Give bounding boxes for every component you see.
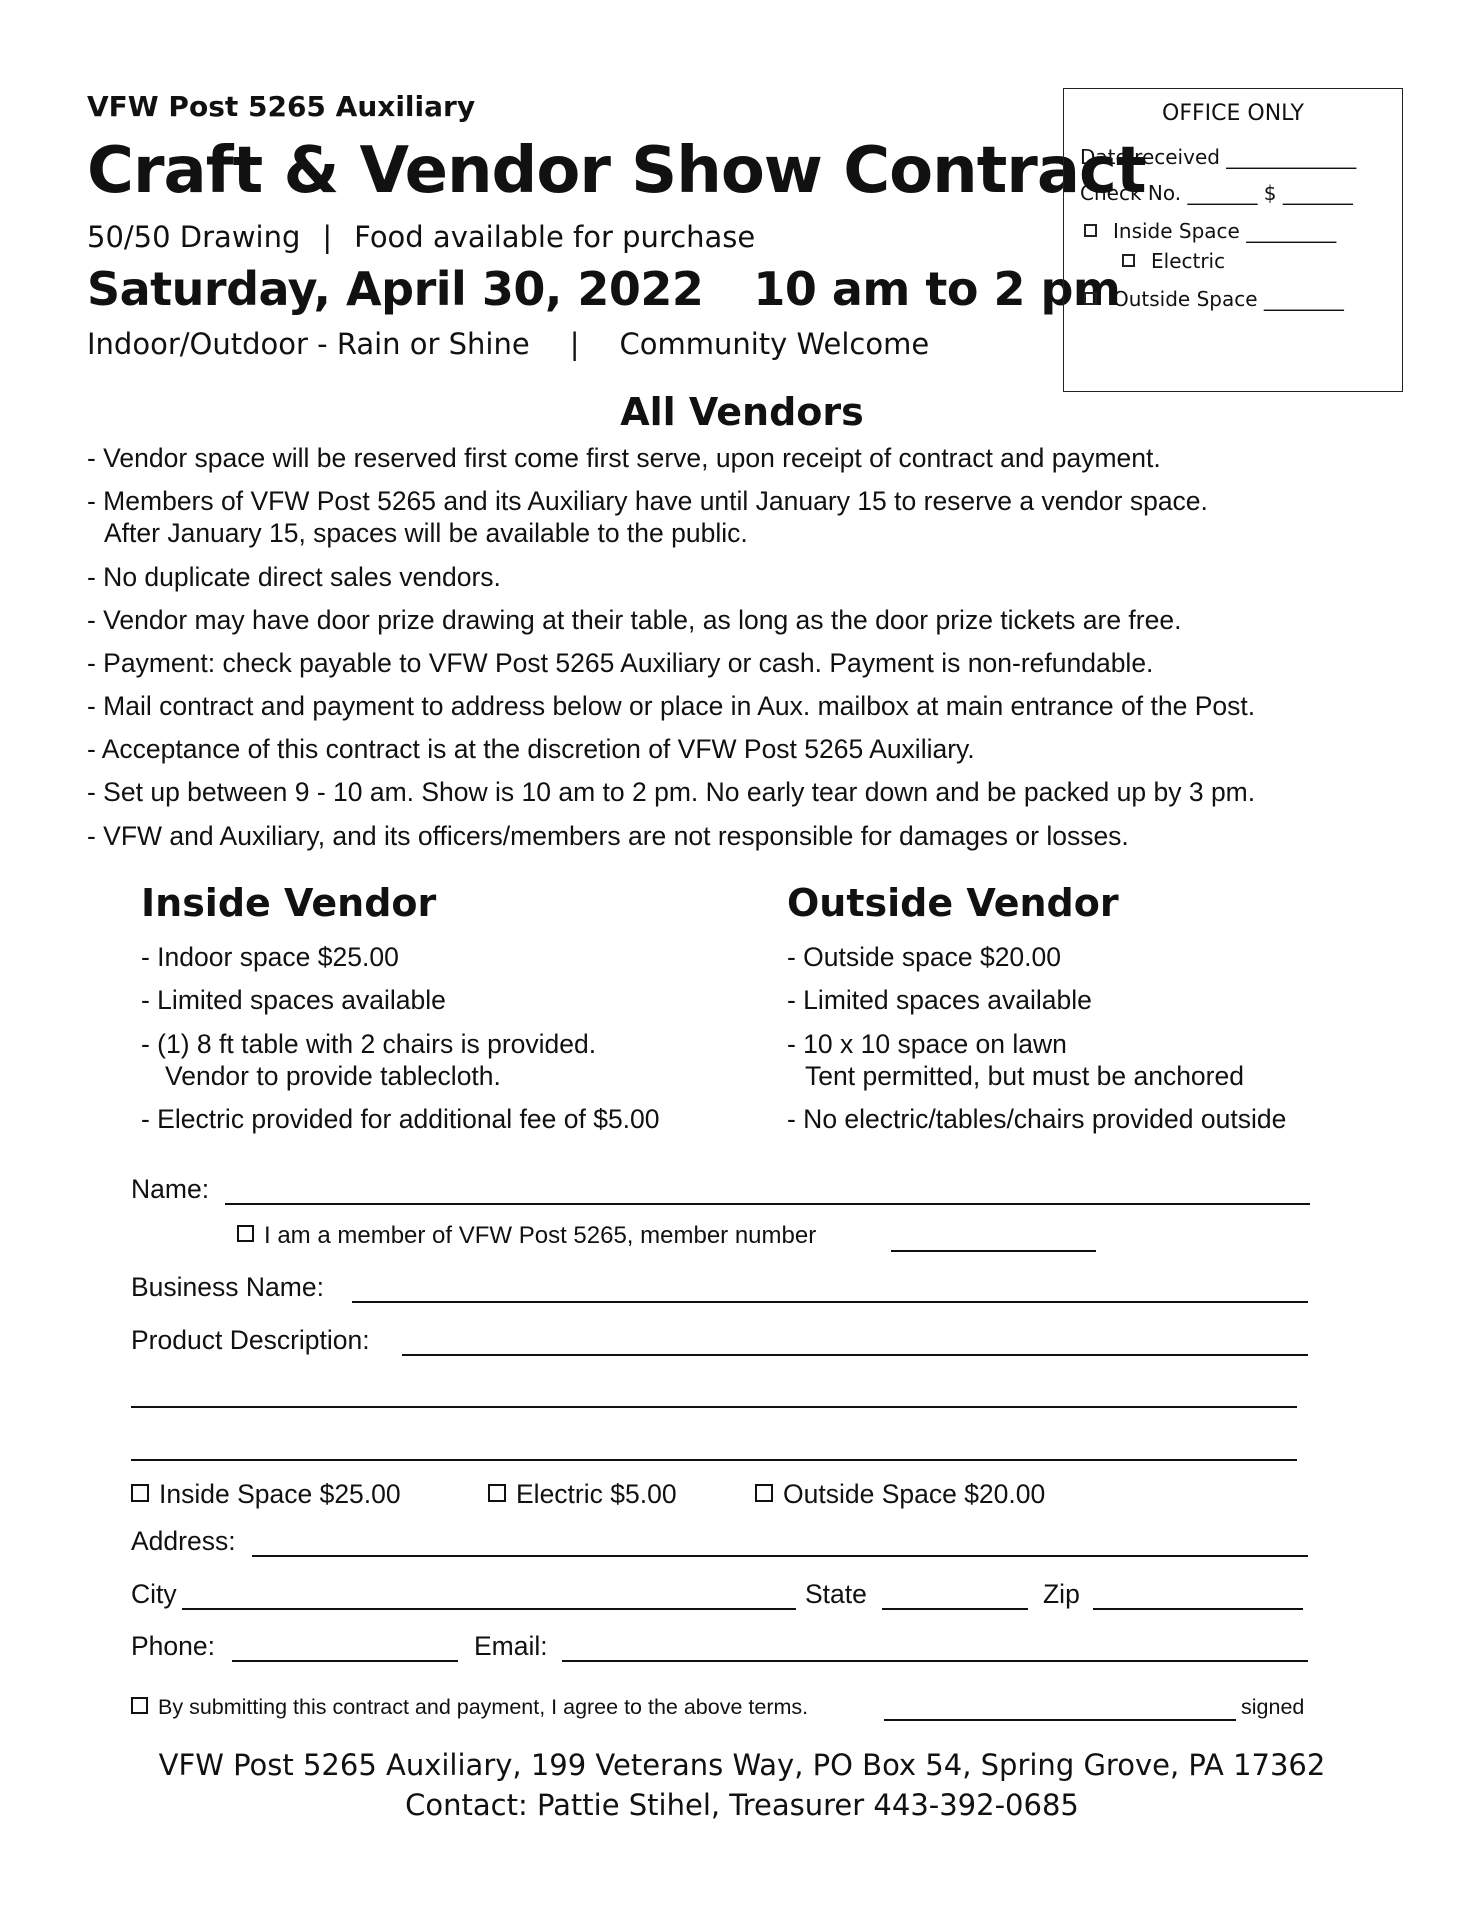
email-input[interactable] [562,1660,1308,1662]
member-option[interactable]: I am a member of VFW Post 5265, member number [237,1222,816,1250]
city-input[interactable] [182,1608,796,1610]
inside-space-option[interactable]: Inside Space $25.00 [131,1479,401,1510]
inside-vendor-heading: Inside Vendor [141,881,437,925]
rule-item: - No duplicate direct sales vendors. [87,562,501,592]
address-input[interactable] [252,1555,1308,1557]
outside-vendor-item: - No electric/tables/chairs provided outside [787,1104,1287,1134]
office-electric[interactable]: Electric [1122,249,1225,273]
rule-item: - Members of VFW Post 5265 and its Auxiliary have until January 15 to reserve a vendor space. [87,486,1208,516]
checkbox-icon[interactable] [131,1484,149,1502]
electric-option[interactable]: Electric $5.00 [488,1479,677,1510]
checkbox-icon[interactable] [131,1697,148,1714]
zip-label: Zip [1043,1579,1080,1609]
drawing-note: 50/50 Drawing [87,220,301,254]
signature-input[interactable] [884,1719,1236,1721]
event-time: 10 am to 2 pm [753,262,1121,316]
outside-vendor-item: - Limited spaces available [787,985,1092,1015]
footer-address: VFW Post 5265 Auxiliary, 199 Veterans Way, PO Box 54, Spring Grove, PA 17362 [158,1748,1326,1782]
venue-note: Indoor/Outdoor - Rain or Shine [87,327,530,361]
inside-vendor-item: Vendor to provide tablecloth. [165,1061,501,1091]
product-description-input[interactable] [402,1354,1308,1356]
rule-item: - Mail contract and payment to address below or place in Aux. mailbox at main entrance of the Post. [87,691,1256,721]
organization-name: VFW Post 5265 Auxiliary [87,90,476,123]
checkbox-icon[interactable] [1122,254,1135,267]
agreement-option[interactable]: By submitting this contract and payment, I agree to the above terms. [131,1695,808,1720]
product-description-label: Product Description: [131,1325,370,1355]
office-inside-space[interactable]: Inside Space _________ [1084,219,1336,243]
community-note: Community Welcome [619,327,930,361]
checkbox-icon[interactable] [488,1484,506,1502]
name-input[interactable] [225,1203,1310,1205]
checkbox-icon[interactable] [1084,224,1097,237]
outside-vendor-heading: Outside Vendor [787,881,1119,925]
business-name-label: Business Name: [131,1272,324,1302]
rule-item: - VFW and Auxiliary, and its officers/members are not responsible for damages or losses. [87,821,1129,851]
product-description-line-2[interactable] [131,1406,1297,1408]
outside-space-option[interactable]: Outside Space $20.00 [755,1479,1045,1510]
location-line [87,327,929,361]
checkbox-icon[interactable] [1084,292,1097,305]
outside-vendor-item: Tent permitted, but must be anchored [805,1061,1244,1091]
state-input[interactable] [882,1608,1028,1610]
page-title: Craft & Vendor Show Contract [87,134,1146,208]
event-date-line [87,262,1120,316]
separator: | [322,220,333,254]
rule-item: - Vendor space will be reserved first come first serve, upon receipt of contract and payment. [87,443,1161,473]
check-number-field[interactable]: Check No. _______ $ _______ [1080,181,1353,205]
footer-contact: Contact: Pattie Stihel, Treasurer 443-392-0685 [405,1788,1079,1822]
subtitle-line [87,220,755,254]
office-only-title: OFFICE ONLY [1162,101,1304,126]
address-label: Address: [131,1526,236,1556]
outside-vendor-item: - Outside space $20.00 [787,942,1062,972]
state-label: State [805,1579,867,1609]
rule-item: - Set up between 9 - 10 am. Show is 10 am to 2 pm. No early tear down and be packed up by 3 pm. [87,777,1256,807]
rule-item: - Acceptance of this contract is at the discretion of VFW Post 5265 Auxiliary. [87,734,975,764]
inside-vendor-item: - Limited spaces available [141,985,446,1015]
email-label: Email: [474,1631,548,1661]
checkbox-icon[interactable] [237,1225,254,1242]
name-label: Name: [131,1174,210,1204]
city-label: City [131,1579,177,1609]
office-outside-space[interactable]: Outside Space ________ [1084,287,1344,311]
checkbox-icon[interactable] [755,1484,773,1502]
inside-vendor-item: - Indoor space $25.00 [141,942,399,972]
business-name-input[interactable] [352,1301,1308,1303]
member-number-input[interactable] [891,1250,1096,1252]
office-only-box [1063,88,1403,392]
product-description-line-3[interactable] [131,1459,1297,1461]
phone-label: Phone: [131,1631,215,1661]
outside-vendor-item: - 10 x 10 space on lawn [787,1029,1067,1059]
event-date: Saturday, April 30, 2022 [87,262,704,316]
signed-label: signed [1241,1695,1305,1719]
rule-item: - Payment: check payable to VFW Post 5265 Auxiliary or cash. Payment is non-refundable. [87,648,1154,678]
separator: | [569,327,580,361]
inside-vendor-item: - Electric provided for additional fee of $5.00 [141,1104,660,1134]
rule-item: - Vendor may have door prize drawing at their table, as long as the door prize tickets are free. [87,605,1182,635]
phone-input[interactable] [232,1660,458,1662]
food-note: Food available for purchase [354,220,756,254]
inside-vendor-item: - (1) 8 ft table with 2 chairs is provided. [141,1029,597,1059]
rule-item: After January 15, spaces will be available to the public. [104,518,748,548]
all-vendors-heading: All Vendors [620,390,864,434]
date-received-field[interactable]: Date received _____________ [1080,145,1357,169]
zip-input[interactable] [1093,1608,1303,1610]
